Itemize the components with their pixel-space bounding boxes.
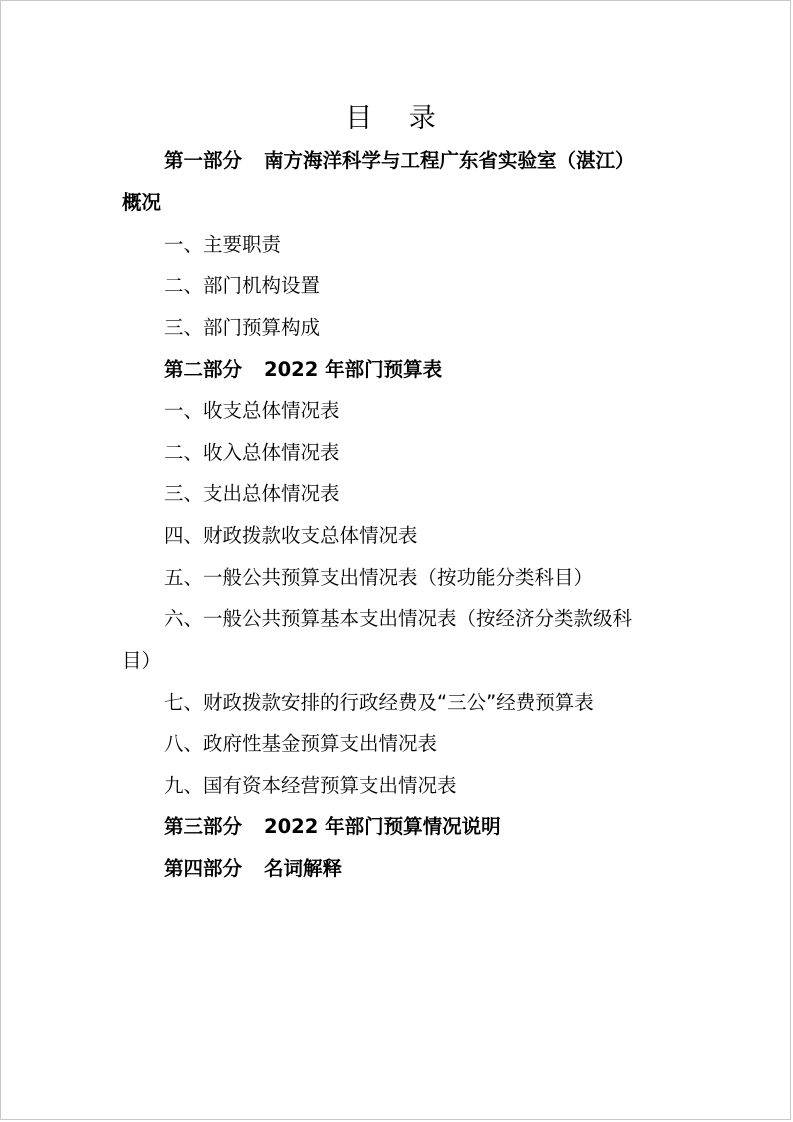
toc-part3-heading[interactable] bbox=[164, 814, 501, 840]
toc-item[interactable]: 一、主要职责 bbox=[164, 233, 282, 256]
toc-part2-title: 2022 年部门预算表 bbox=[264, 358, 443, 381]
toc-item[interactable]: 三、部门预算构成 bbox=[164, 316, 321, 339]
toc-item[interactable]: 四、财政拨款收支总体情况表 bbox=[164, 524, 418, 547]
toc-part1-heading-continued[interactable]: 概况 bbox=[122, 191, 162, 214]
toc-item[interactable]: 九、国有资本经营预算支出情况表 bbox=[164, 774, 457, 797]
toc-part1-heading[interactable] bbox=[164, 148, 635, 174]
toc-part1-label: 第一部分 bbox=[164, 149, 243, 172]
toc-item[interactable]: 一、收支总体情况表 bbox=[164, 399, 340, 422]
toc-item[interactable]: 六、一般公共预算基本支出情况表（按经济分类款级科 bbox=[164, 607, 633, 630]
toc-part2-label: 第二部分 bbox=[164, 358, 243, 381]
toc-part4-title: 名词解释 bbox=[264, 857, 343, 880]
toc-part3-title: 2022 年部门预算情况说明 bbox=[264, 815, 501, 838]
toc-part1-title: 南方海洋科学与工程广东省实验室（湛江） bbox=[264, 149, 635, 172]
toc-part3-label: 第三部分 bbox=[164, 815, 243, 838]
toc-item[interactable]: 三、支出总体情况表 bbox=[164, 482, 340, 505]
toc-item[interactable]: 二、部门机构设置 bbox=[164, 274, 321, 297]
toc-item[interactable]: 二、收入总体情况表 bbox=[164, 441, 340, 464]
toc-item[interactable]: 五、一般公共预算支出情况表（按功能分类科目） bbox=[164, 566, 594, 589]
toc-title: 目 录 bbox=[345, 103, 450, 134]
toc-part4-heading[interactable] bbox=[164, 856, 342, 882]
toc-part2-heading[interactable] bbox=[164, 357, 442, 383]
toc-item[interactable]: 八、政府性基金预算支出情况表 bbox=[164, 732, 438, 755]
toc-part4-label: 第四部分 bbox=[164, 857, 243, 880]
toc-item[interactable]: 七、财政拨款安排的行政经费及“三公”经费预算表 bbox=[164, 691, 594, 714]
toc-item-continued[interactable]: 目） bbox=[122, 649, 162, 672]
